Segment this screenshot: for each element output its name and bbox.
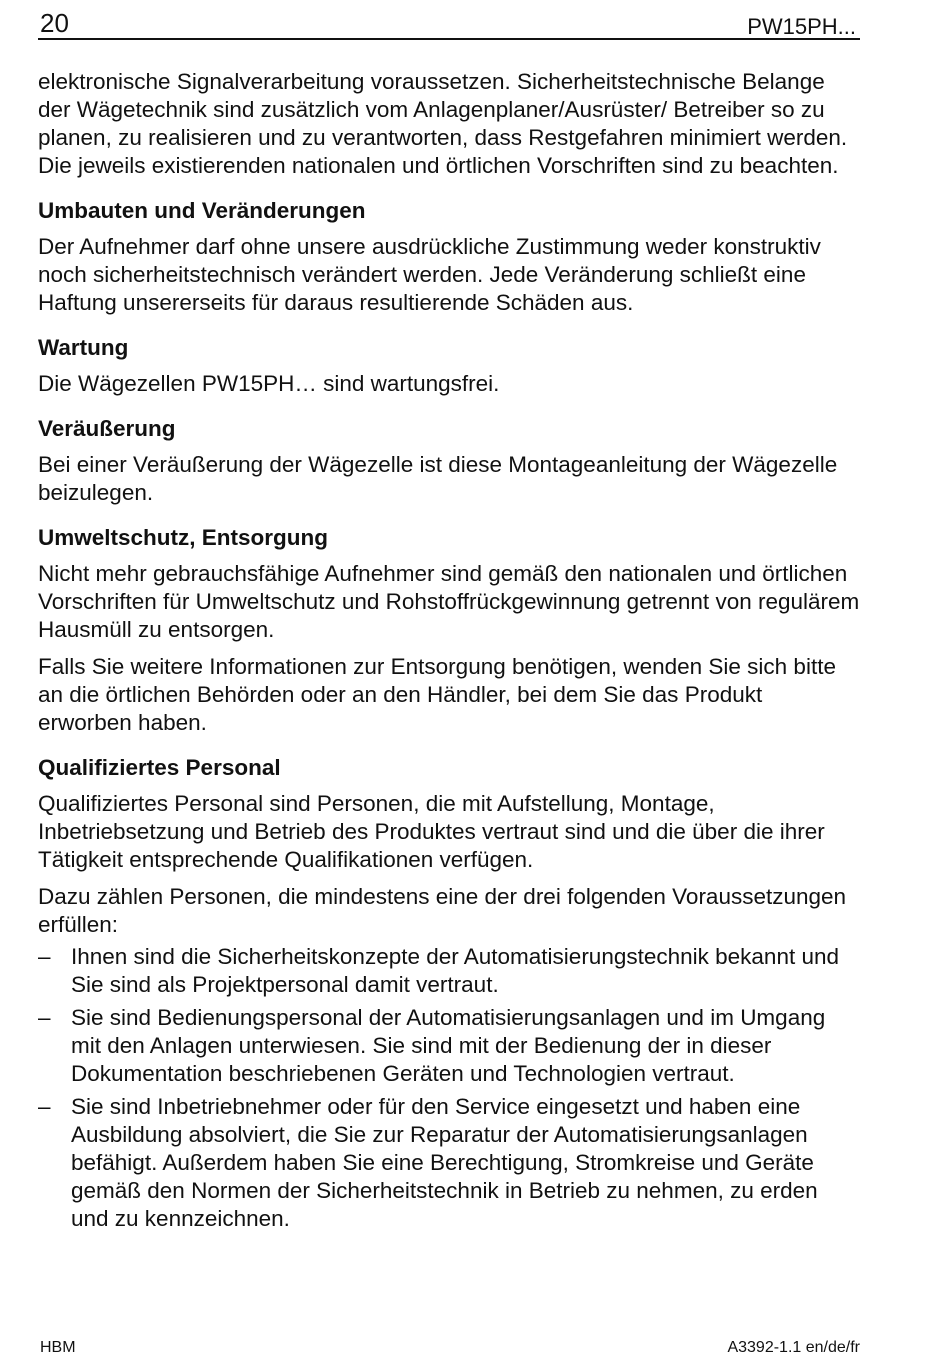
- document-id: PW15PH...: [747, 14, 856, 39]
- intro-paragraph: elektronische Signalverarbeitung voraussetzen. Sicherheitstechnische Belange der Wägetechnik sind zusätzlich vom Anlagenplaner/Ausrüster/ Betreiber so zu planen, zu realisieren und zu verantworten, dass Restgefahren minimiert werden. Die jeweils existierenden nationalen und örtlichen Vorschriften sind zu beachten.: [38, 69, 848, 178]
- page-header: [38, 6, 860, 40]
- paragraph-veraeusserung: Bei einer Veräußerung der Wägezelle ist diese Montageanleitung der Wägezelle beizulegen.: [38, 452, 838, 505]
- list-item: [38, 943, 860, 999]
- heading-umweltschutz: Umweltschutz, Entsorgung: [38, 525, 329, 550]
- paragraph-personal-2: Dazu zählen Personen, die mindestens eine der drei folgenden Voraussetzungen erfüllen:: [38, 884, 847, 937]
- paragraph-personal-1: Qualifiziertes Personal sind Personen, die mit Aufstellung, Montage, Inbetriebsetzung und Betrieb des Produktes vertraut sind und die über die ihrer Tätigkeit entsprechende Qualifikationen verfügen.: [38, 791, 825, 872]
- footer-brand: HBM: [40, 1339, 76, 1356]
- dash-marker: –: [38, 1005, 51, 1030]
- list-item-text: Ihnen sind die Sicherheitskonzepte der Automatisierungstechnik bekannt und Sie sind als Projektpersonal damit vertraut.: [71, 944, 839, 997]
- paragraph-wartung: Die Wägezellen PW15PH… sind wartungsfrei.: [38, 371, 500, 396]
- heading-veraeusserung: Veräußerung: [38, 416, 176, 441]
- dash-marker: –: [38, 1094, 51, 1119]
- page-body: [38, 68, 860, 1238]
- paragraph-umweltschutz-1: Nicht mehr gebrauchsfähige Aufnehmer sind gemäß den nationalen und örtlichen Vorschriften für Umweltschutz und Rohstoffrückgewinnung getrennt von regulärem Hausmüll zu entsorgen.: [38, 561, 860, 642]
- paragraph-umbauten: Der Aufnehmer darf ohne unsere ausdrückliche Zustimmung weder konstruktiv noch sicherheitstechnisch verändert werden. Jede Veränderung schließt eine Haftung unsererseits für daraus resultierende Schäden aus.: [38, 234, 821, 315]
- footer-doc-number: A3392-1.1 en/de/fr: [727, 1339, 860, 1356]
- heading-umbauten: Umbauten und Veränderungen: [38, 198, 366, 223]
- paragraph-umweltschutz-2: Falls Sie weitere Informationen zur Entsorgung benötigen, wenden Sie sich bitte an die örtlichen Behörden oder an den Händler, bei dem Sie das Produkt erworben haben.: [38, 654, 836, 735]
- heading-wartung: Wartung: [38, 335, 129, 360]
- page-number: 20: [40, 8, 69, 38]
- heading-qualifiziertes-personal: Qualifiziertes Personal: [38, 755, 281, 780]
- dash-marker: –: [38, 944, 51, 969]
- list-item-text: Sie sind Inbetriebnehmer oder für den Service eingesetzt und haben eine Ausbildung absolviert, die Sie zur Reparatur der Automatisierungsanlagen befähigt. Außerdem haben Sie eine Berechtigung, Stromkreise und Geräte gemäß den Normen der Sicherheitstechnik in Betrieb zu nehmen, zu erden und zu kennzeichnen.: [71, 1094, 818, 1231]
- list-item-text: Sie sind Bedienungspersonal der Automatisierungsanlagen und im Umgang mit den Anlagen unterwiesen. Sie sind mit der Bedienung der in dieser Dokumentation beschriebenen Geräten und Technologien vertraut.: [71, 1005, 826, 1086]
- list-item: [38, 1093, 860, 1233]
- list-item: [38, 1004, 860, 1088]
- requirements-list: [38, 943, 860, 1233]
